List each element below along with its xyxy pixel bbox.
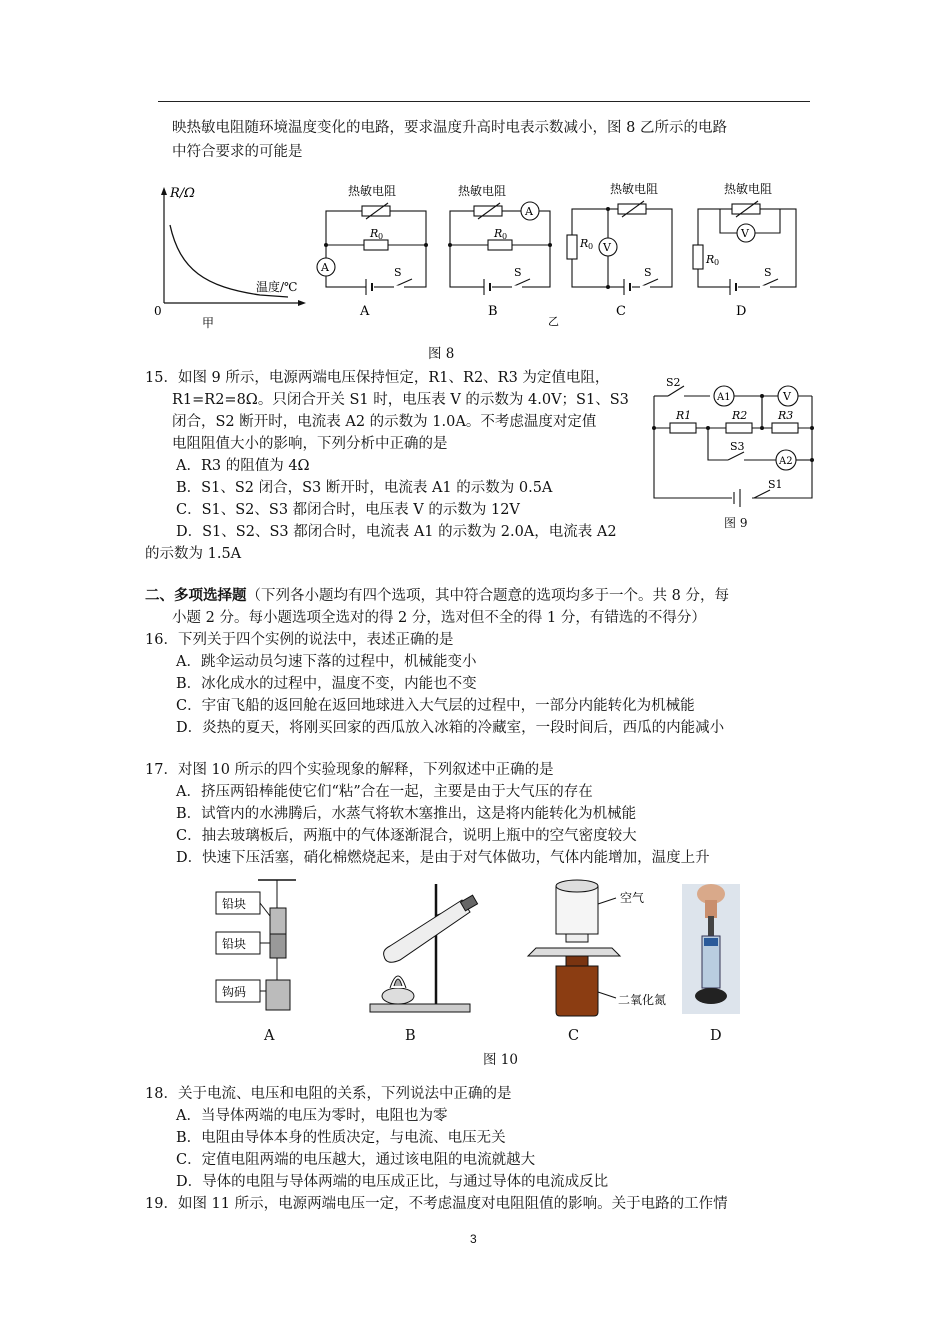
q19-stem: 19．如图 11 所示，电源两端电压一定，不考虑温度对电阻阻值的影响。关于电路的工作情 <box>145 1196 728 1212</box>
fig9-a2: A2 <box>779 456 793 467</box>
circuit-b-r0-sub: 0 <box>502 232 508 241</box>
circuit-b-thermistor: 热敏电阻 <box>458 184 507 198</box>
graph-xlabel: 温度/℃ <box>256 280 298 294</box>
circuit-b-r0: R <box>494 227 503 240</box>
fig10-lead-2: 铅块 <box>222 937 247 951</box>
q16-option-d: D．炎热的夏天，将刚买回家的西瓜放入冰箱的冷藏室，一段时间后，西瓜的内能减小 <box>176 720 725 736</box>
q18-option-c: C．定值电阻两端的电压越大，通过该电阻的电流就越大 <box>176 1152 536 1168</box>
figure-8 <box>140 175 820 360</box>
fig10-no2: 二氧化氮 <box>618 993 667 1007</box>
q17-stem: 17．对图 10 所示的四个实验现象的解释，下列叙述中正确的是 <box>145 762 554 778</box>
circuit-c-r0-sub: 0 <box>588 242 594 251</box>
circuit-c-voltmeter: V <box>603 241 611 254</box>
q15-option-b: B．S1、S2 闭合，S3 断开时，电流表 A1 的示数为 0.5A <box>176 480 553 496</box>
circuit-a-label: A <box>360 304 370 319</box>
figure-8-group-caption: 乙 <box>548 315 559 328</box>
fig9-a1: A1 <box>717 392 731 403</box>
page-number: 3 <box>470 1232 477 1246</box>
circuit-d-switch: S <box>764 266 772 279</box>
graph-origin: 0 <box>154 304 162 318</box>
fig10-air: 空气 <box>620 891 645 905</box>
circuit-d-label: D <box>736 304 747 319</box>
q18-stem: 18．关于电流、电压和电阻的关系，下列说法中正确的是 <box>145 1086 512 1102</box>
figure-9 <box>644 372 820 532</box>
q15-option-a: A．R3 的阻值为 4Ω <box>176 458 310 474</box>
circuit-b-switch: S <box>514 266 522 279</box>
section-2-desc-2: 小题 2 分。每小题选项全选对的得 2 分，选对但不全的得 1 分，有错选的不得分） <box>172 610 706 626</box>
circuit-a-switch: S <box>394 266 402 279</box>
fig10-weight: 钩码 <box>222 985 247 999</box>
circuit-a-r0: R <box>370 227 379 240</box>
q16-option-c: C．宇宙飞船的返回舱在返回地球进入大气层的过程中，一部分内能转化为机械能 <box>176 698 695 714</box>
fig9-r1: R1 <box>676 409 692 422</box>
q15-line-3: 闭合，S2 断开时，电流表 A2 的示数为 1.0A。不考虑温度对定值 <box>172 414 597 430</box>
q16-option-b: B．冰化成水的过程中，温度不变，内能也不变 <box>176 676 477 692</box>
circuit-a <box>317 203 426 295</box>
circuit-c-thermistor: 热敏电阻 <box>610 182 659 196</box>
fig10-c <box>528 880 620 1016</box>
fig9-r3: R3 <box>778 409 794 422</box>
q16-option-a: A．跳伞运动员匀速下落的过程中，机械能变小 <box>176 654 477 670</box>
fig10-label-c-text: C <box>568 1028 580 1044</box>
q17-option-d: D．快速下压活塞，硝化棉燃烧起来，是由于对气体做功，气体内能增加，温度上升 <box>176 850 710 866</box>
circuit-d <box>693 201 796 295</box>
circuit-b <box>450 202 550 295</box>
q18-option-d: D．导体的电阻与导体两端的电压成正比，与通过导体的电流成反比 <box>176 1174 609 1190</box>
q15-option-c: C．S1、S2、S3 都闭合时，电压表 V 的示数为 12V <box>176 502 520 518</box>
circuit-d-thermistor: 热敏电阻 <box>724 182 773 196</box>
circuit-d-r0: R <box>706 253 715 266</box>
figure-10-caption: 图 10 <box>483 1052 518 1068</box>
q17-option-a: A．挤压两铅棒能使它们“粘”合在一起，主要是由于大气压的存在 <box>176 784 593 800</box>
fig10-b <box>370 884 478 1012</box>
q15-line-4: 电阻阻值大小的影响，下列分析中正确的是 <box>172 436 448 452</box>
figure-9-caption: 图 9 <box>724 516 748 530</box>
q15-option-d-line-2: 的示数为 1.5A <box>145 546 242 562</box>
fig10-label-d-text: D <box>710 1028 722 1044</box>
fig10-label-a-text: A <box>264 1028 275 1044</box>
circuit-c-r0: R <box>580 237 589 250</box>
header-rule <box>158 101 810 102</box>
circuit-d-r0-sub: 0 <box>714 258 720 267</box>
circuit-a-thermistor: 热敏电阻 <box>348 184 397 198</box>
graph-ylabel: R/Ω <box>170 186 195 201</box>
fig10-d <box>682 884 740 1014</box>
fig9-v: V <box>783 390 791 403</box>
intro-line-2: 中符合要求的可能是 <box>172 144 303 160</box>
circuit-d-voltmeter: V <box>741 227 749 240</box>
circuit-a-r0-sub: 0 <box>378 232 384 241</box>
intro-line-1: 映热敏电阻随环境温度变化的电路，要求温度升高时电表示数减小，图 8 乙所示的电路 <box>172 120 727 136</box>
q15-option-d-line-1: D．S1、S2、S3 都闭合时，电流表 A1 的示数为 2.0A，电流表 A2 <box>176 524 617 540</box>
fig9-s2: S2 <box>666 376 681 389</box>
fig9-s1: S1 <box>768 478 783 491</box>
fig10-lead-1: 铅块 <box>222 897 247 911</box>
q17-option-b: B．试管内的水沸腾后，水蒸气将软木塞推出，这是将内能转化为机械能 <box>176 806 637 822</box>
q18-option-b: B．电阻由导体本身的性质决定，与电流、电压无关 <box>176 1130 506 1146</box>
figure-8-caption: 图 8 <box>428 346 455 362</box>
q17-option-c: C．抽去玻璃板后，两瓶中的气体逐渐混合，说明上瓶中的空气密度较大 <box>176 828 637 844</box>
q18-option-a: A．当导体两端的电压为零时，电阻也为零 <box>176 1108 448 1124</box>
circuit-c-switch: S <box>644 266 652 279</box>
fig10-label-b-text: B <box>405 1028 416 1044</box>
q15-line-1: 15．如图 9 所示，电源两端电压保持恒定，R1、R2、R3 为定值电阻， <box>145 370 610 386</box>
graph-caption: 甲 <box>202 316 215 330</box>
circuit-a-ammeter: A <box>321 261 329 274</box>
circuit-b-label: B <box>488 304 498 319</box>
fig9-r2: R2 <box>732 409 748 422</box>
fig9-s3: S3 <box>730 440 745 453</box>
figure-10 <box>200 876 760 1026</box>
section-2-desc-1: （下列各小题均有四个选项，其中符合题意的选项均多于一个。共 8 分，每 <box>246 588 729 604</box>
q15-line-2: R1=R2=8Ω。只闭合开关 S1 时，电压表 V 的示数为 4.0V；S1、S3 <box>172 392 629 408</box>
q16-stem: 16．下列关于四个实例的说法中，表述正确的是 <box>145 632 454 648</box>
section-2-line-1 <box>145 586 729 606</box>
section-2-title: 二、多项选择题 <box>145 587 247 604</box>
circuit-c-label: C <box>616 304 626 319</box>
circuit-b-ammeter: A <box>525 205 533 218</box>
